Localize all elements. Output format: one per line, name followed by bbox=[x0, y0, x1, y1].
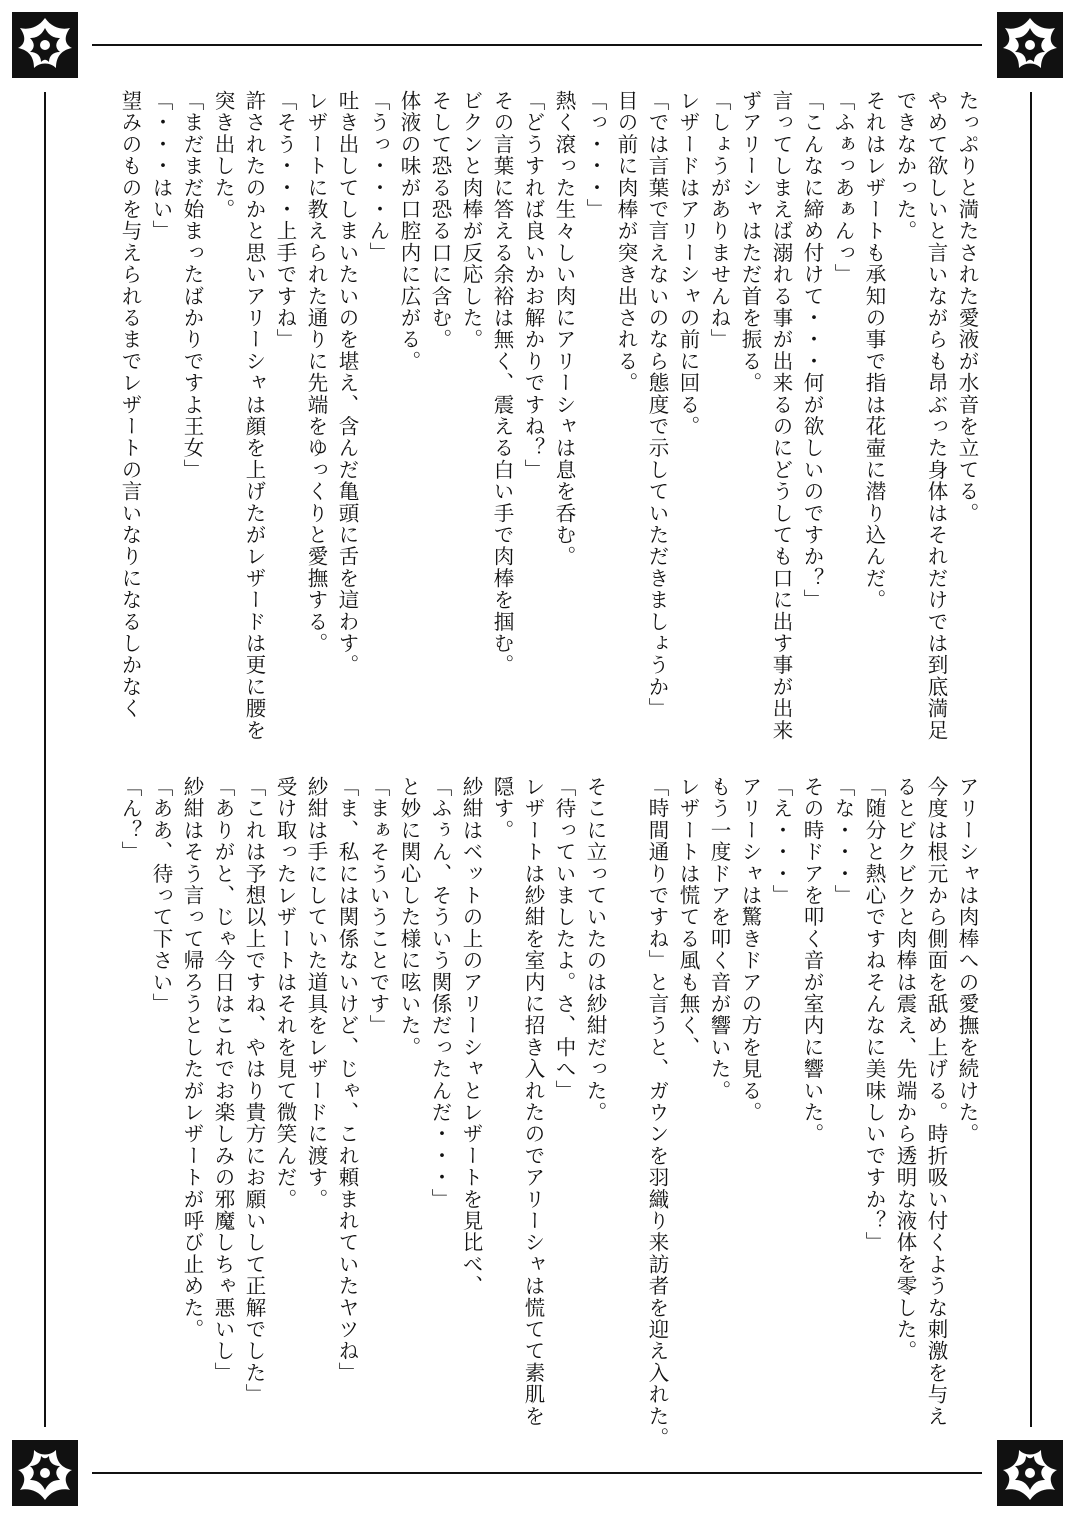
text-line: 今度は根元から側面を舐め上げる。時折吸い付くような刺激を与え bbox=[924, 776, 948, 1427]
text-line: 紗紺はベットの上のアリーシャとレザートを見比べ、 bbox=[459, 776, 483, 1297]
top-text-column bbox=[114, 90, 982, 741]
text-line: ビクンと肉棒が反応した。 bbox=[459, 90, 483, 351]
text-line: るとビクビクと肉棒は震え、先端から透明な液体を零した。 bbox=[893, 776, 917, 1362]
text-line: 「時間通りですね」と言うと、ガウンを羽織り来訪者を迎え入れた。 bbox=[645, 776, 669, 1449]
text-line: 突き出した。 bbox=[211, 90, 235, 221]
text-line: 「・・・はい」 bbox=[149, 90, 173, 242]
text-line: 「な・・・」 bbox=[831, 776, 855, 907]
text-line: 「ふぅん、そういう関係だったんだ・・・」 bbox=[428, 776, 452, 1210]
text-line: 「え・・・」 bbox=[769, 776, 793, 907]
text-line: 「どうすれば良いかお解かりですね？」 bbox=[521, 90, 545, 481]
text-line: アリーシャは肉棒への愛撫を続けた。 bbox=[955, 776, 979, 1145]
ornament-bottom-right-icon bbox=[995, 1438, 1065, 1508]
text-line: その言葉に答える余裕は無く、震える白い手で肉棒を掴む。 bbox=[490, 90, 514, 676]
text-line: 紗紺は手にしていた道具をレザードに渡す。 bbox=[304, 776, 328, 1210]
text-line: 目の前に肉棒が突き出される。 bbox=[614, 90, 638, 394]
text-line: 「こんなに締め付けて・・・何が欲しいのですか？」 bbox=[800, 90, 824, 611]
text-line: 「では言葉で言えないのなら態度で示していただきましょうか」 bbox=[645, 90, 669, 720]
text-line: 「っ・・・」 bbox=[583, 90, 607, 221]
text-line: 「ま、私には関係ないけど、じゃ、これ頼まれていたヤツね」 bbox=[335, 776, 359, 1384]
text-line: 「これは予想以上ですね、やはり貴方にお願いして正解でした」 bbox=[242, 776, 266, 1406]
blank-line bbox=[610, 776, 641, 1416]
text-line: もう一度ドアを叩く音が響いた。 bbox=[707, 776, 731, 1102]
ornament-top-left-icon bbox=[10, 10, 80, 80]
text-line: たっぷりと満たされた愛液が水音を立てる。 bbox=[955, 90, 979, 524]
text-line: 受け取ったレザートはそれを見て微笑んだ。 bbox=[273, 776, 297, 1210]
text-line: 「ふぁっあぁんっ」 bbox=[831, 90, 855, 286]
text-line: 「ん？」 bbox=[118, 776, 142, 863]
text-line: それはレザートも承知の事で指は花壷に潜り込んだ。 bbox=[862, 90, 886, 611]
text-line: 体液の味が口腔内に広がる。 bbox=[397, 90, 421, 373]
left-border-line bbox=[44, 92, 46, 1427]
bottom-text-column bbox=[114, 776, 982, 1449]
text-line: 「まだまだ始まったばかりですよ王女」 bbox=[180, 90, 204, 481]
text-line: 「しょうがありませんね」 bbox=[707, 90, 731, 351]
text-line: できなかった。 bbox=[893, 90, 917, 242]
text-line: レザートは紗紺を室内に招き入れたのでアリーシャは慌てて素肌を bbox=[521, 776, 545, 1427]
text-line: 望みのものを与えられるまでレザートの言いなりになるしかなく bbox=[118, 90, 142, 720]
text-line: やめて欲しいと言いながらも昂ぶった身体はそれだけでは到底満足 bbox=[924, 90, 948, 741]
text-line: そして恐る恐る口に含む。 bbox=[428, 90, 452, 351]
text-line: レザードはアリーシャの前に回る。 bbox=[676, 90, 700, 438]
text-line: と妙に関心した様に呟いた。 bbox=[397, 776, 421, 1059]
text-line: レザートに教えられた通りに先端をゆっくりと愛撫する。 bbox=[304, 90, 328, 655]
ornament-bottom-left-icon bbox=[10, 1438, 80, 1508]
text-line: 許されたのかと思いアリーシャは顔を上げたがレザードは更に腰を bbox=[242, 90, 266, 741]
ornament-top-right-icon bbox=[995, 10, 1065, 80]
right-border-line bbox=[1030, 92, 1032, 1427]
text-line: ずアリーシャはただ首を振る。 bbox=[738, 90, 762, 394]
text-line: 隠す。 bbox=[490, 776, 514, 842]
bottom-border-line bbox=[92, 1472, 982, 1474]
text-line: アリーシャは驚きドアの方を見る。 bbox=[738, 776, 762, 1124]
text-line: 「ありがと、じゃ今日はこれでお楽しみの邪魔しちゃ悪いし」 bbox=[211, 776, 235, 1384]
text-line: そこに立っていたのは紗紺だった。 bbox=[583, 776, 607, 1124]
text-line: 「そう・・・上手ですね」 bbox=[273, 90, 297, 351]
text-line: 紗紺はそう言って帰ろうとしたがレザートが呼び止めた。 bbox=[180, 776, 204, 1341]
text-line: 「待っていましたよ。さ、中へ」 bbox=[552, 776, 576, 1102]
text-line: その時ドアを叩く音が室内に響いた。 bbox=[800, 776, 824, 1145]
text-line: 「まぁそういうことです」 bbox=[366, 776, 390, 1037]
text-line: 熱く滾った生々しい肉にアリーシャは息を呑む。 bbox=[552, 90, 576, 568]
text-line: 「ああ、待って下さい」 bbox=[149, 776, 173, 1015]
text-line: 「うっ・・・ん」 bbox=[366, 90, 390, 264]
text-line: レザートは慌てる風も無く、 bbox=[676, 776, 700, 1059]
text-line: 言ってしまえば溺れる事が出来るのにどうしても口に出す事が出来 bbox=[769, 90, 793, 741]
text-line: 吐き出してしまいたいのを堪え、含んだ亀頭に舌を這わす。 bbox=[335, 90, 359, 676]
text-line: 「随分と熱心ですねそんなに美味しいですか？」 bbox=[862, 776, 886, 1254]
top-border-line bbox=[92, 44, 982, 46]
